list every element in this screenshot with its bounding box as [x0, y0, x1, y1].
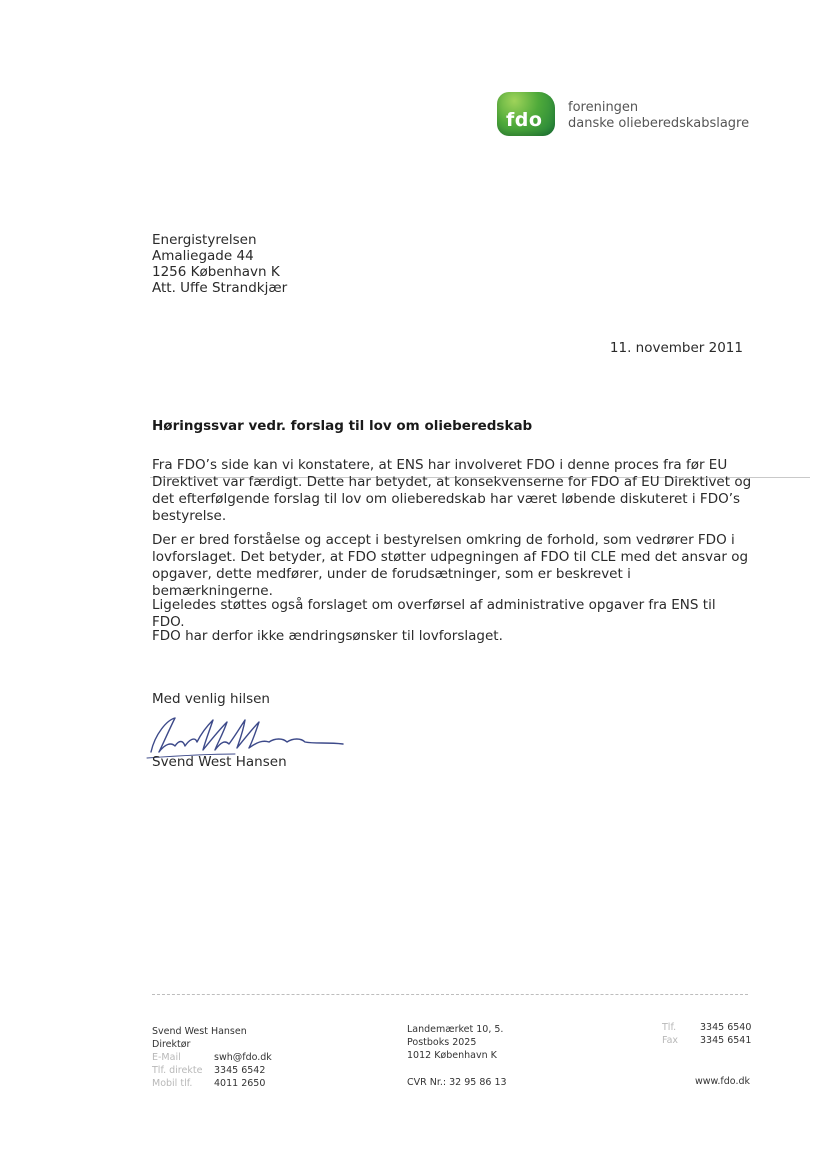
recipient-line: Att. Uffe Strandkjær — [152, 280, 288, 296]
footer-address-line: Landemærket 10, 5. — [407, 1024, 504, 1035]
recipient-line: 1256 København K — [152, 264, 280, 280]
footer-direct-phone: 3345 6542 — [214, 1065, 266, 1076]
recipient-line: Energistyrelsen — [152, 232, 257, 248]
footer-email-row — [152, 1051, 272, 1064]
footer-address — [407, 1023, 503, 1062]
handwritten-signature — [145, 712, 350, 760]
footer-fax-label: Fax — [662, 1035, 679, 1046]
logo-mark-text: fdo — [506, 109, 543, 131]
footer-contact-person — [152, 1025, 272, 1090]
recipient-line: Amaliegade 44 — [152, 248, 254, 264]
recipient-address — [152, 232, 287, 296]
footer-fax-row — [662, 1034, 751, 1047]
footer-title: Direktør — [152, 1039, 191, 1050]
logo-line-2: danske olieberedskabslagre — [568, 116, 750, 131]
footer-tel: 3345 6540 — [700, 1022, 752, 1033]
footer-mobile-phone: 4011 2650 — [214, 1078, 266, 1089]
body-paragraph-2: Der er bred forståelse og accept i bestyrelsen omkring de forhold, som vedrører FDO i lovforslaget. Det betyder, at FDO støtter udpegningen af FDO til CLE med det ansvar og opgaver, dette medfører, under de forudsætninger, som er beskrevet i bemærkningerne. — [152, 532, 749, 599]
footer-divider — [152, 994, 748, 995]
body-paragraph-3: Ligeledes støttes også forslaget om overførsel af administrative opgaver fra ENS til FDO. — [152, 597, 716, 630]
footer-address-line: Postboks 2025 — [407, 1037, 477, 1048]
footer-tel-label: Tlf. — [662, 1022, 677, 1033]
footer-cvr: CVR Nr.: 32 95 86 13 — [407, 1077, 507, 1088]
closing-greeting: Med venlig hilsen — [152, 691, 270, 707]
footer-fax: 3345 6541 — [700, 1035, 752, 1046]
letter-date: 11. november 2011 — [609, 340, 743, 356]
body-paragraph-4: FDO har derfor ikke ændringsønsker til lovforslaget. — [152, 628, 503, 644]
footer-direct-row — [152, 1064, 272, 1077]
footer-mobile-label: Mobil tlf. — [152, 1078, 193, 1089]
footer-tel-row — [662, 1021, 751, 1034]
fdo-logo — [497, 92, 555, 136]
body-paragraph-1: Fra FDO’s side kan vi konstatere, at ENS har involveret FDO i denne proces fra før EU Direktivet var færdigt. Dette har betydet, at konsekvenserne for FDO af EU Direktivet og det efterfølgende forslag til lov om olieberedskab har været løbende diskuteret i FDO’s bestyrelse. — [152, 457, 752, 524]
footer-address-line: 1012 København K — [407, 1050, 497, 1061]
footer-email-label: E-Mail — [152, 1052, 181, 1063]
footer-phone-fax — [662, 1021, 751, 1047]
footer-direct-label: Tlf. direkte — [152, 1065, 203, 1076]
logo-line-1: foreningen — [568, 100, 639, 115]
letter-subject: Høringssvar vedr. forslag til lov om olieberedskab — [152, 418, 533, 434]
footer-email[interactable]: swh@fdo.dk — [214, 1052, 272, 1063]
footer-website[interactable]: www.fdo.dk — [694, 1076, 750, 1087]
signer-name: Svend West Hansen — [152, 754, 287, 770]
logo-organization-name — [568, 100, 749, 132]
footer-name: Svend West Hansen — [152, 1026, 247, 1037]
footer-mobile-row — [152, 1077, 272, 1090]
